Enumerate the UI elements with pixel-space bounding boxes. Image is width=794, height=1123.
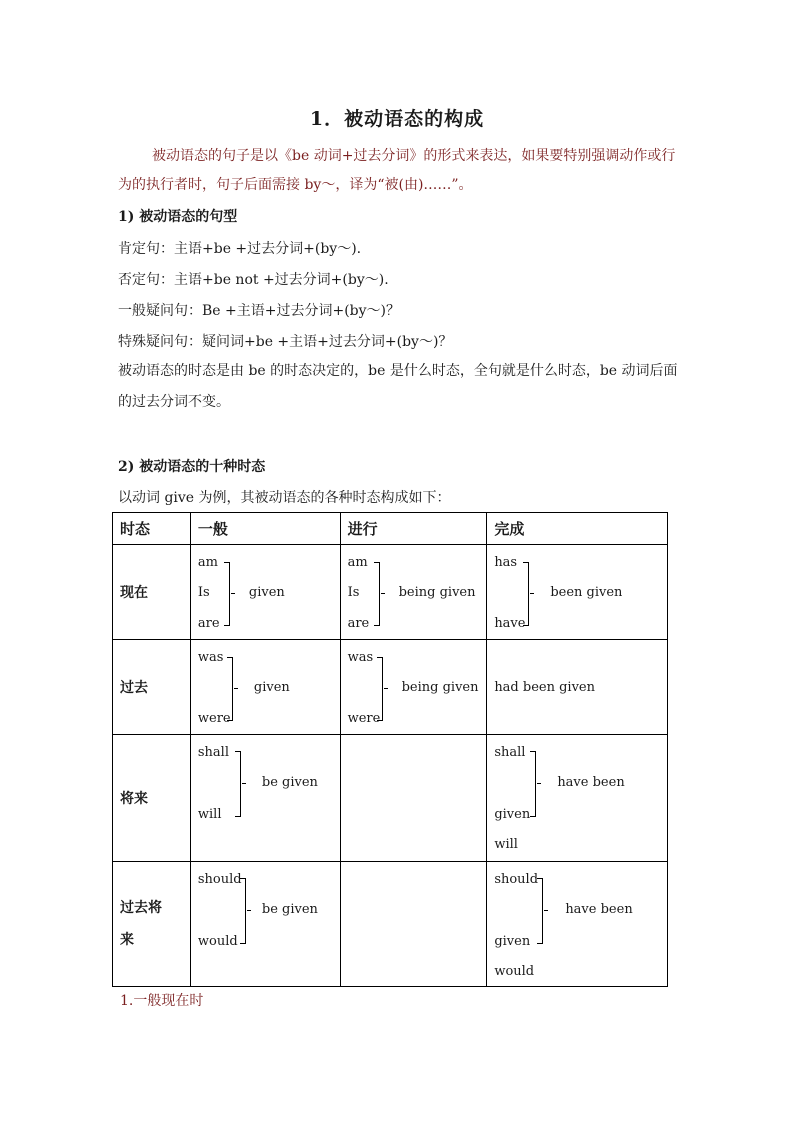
- tail-text: given: [248, 585, 285, 600]
- table-header-row: [113, 513, 668, 545]
- word: was: [197, 650, 224, 665]
- word: were: [197, 711, 231, 726]
- tail-text: be given: [261, 902, 318, 917]
- word: Is: [347, 585, 360, 600]
- row-label-present: 现在: [113, 545, 191, 640]
- header-general: 一般: [190, 513, 340, 545]
- word: given: [494, 807, 531, 822]
- pattern-negative: 否定句：主语+be not +过去分词+(by～).: [118, 272, 389, 288]
- tail-text: had been given: [494, 680, 595, 695]
- tail-text: have been: [565, 902, 633, 917]
- brace-tick: [234, 688, 238, 689]
- brace-bracket: [227, 657, 233, 721]
- brace-tick: [381, 593, 385, 594]
- pattern-yes-no-question: 一般疑问句：Be +主语+过去分词+(by～)？: [118, 303, 401, 319]
- word: given: [494, 934, 531, 949]
- word: would: [197, 934, 238, 949]
- header-progressive: 进行: [340, 513, 487, 545]
- brace-tick: [242, 783, 246, 784]
- present-perfect-cell: [487, 545, 667, 639]
- word: was: [347, 650, 374, 665]
- future-past-perfect-cell: [487, 862, 667, 986]
- brace-tick: [530, 593, 534, 594]
- row-label-line: 来: [120, 932, 134, 948]
- word: Is: [197, 585, 210, 600]
- past-general-cell: [191, 640, 340, 734]
- brace-bracket: [374, 562, 380, 626]
- present-general-cell: [191, 545, 340, 639]
- word: have: [494, 616, 526, 631]
- word: are: [197, 616, 220, 631]
- tail-text: being given: [398, 585, 476, 600]
- brace-tick: [384, 688, 388, 689]
- brace-bracket: [235, 751, 241, 817]
- section-heading-tenses: 2) 被动语态的十种时态: [118, 459, 266, 475]
- brace-bracket: [523, 562, 529, 626]
- brace-bracket: [224, 562, 230, 626]
- word: will: [197, 807, 222, 822]
- tail-text: have been: [557, 775, 625, 790]
- future-progressive-empty: [340, 735, 487, 862]
- word: should: [197, 872, 242, 887]
- future-past-progressive-empty: [340, 862, 487, 987]
- word: are: [347, 616, 370, 631]
- header-tense: 时态: [113, 513, 191, 545]
- past-perfect-cell: [487, 640, 667, 734]
- pattern-affirmative: 肯定句：主语+be +过去分词+(by～).: [118, 241, 362, 257]
- future-perfect-cell: [487, 735, 667, 861]
- row-label-future: 将来: [113, 735, 191, 862]
- brace-tick: [537, 783, 541, 784]
- header-perfect: 完成: [487, 513, 668, 545]
- word: has: [494, 555, 518, 570]
- page-title: 1．被动语态的构成: [309, 108, 485, 130]
- word: were: [347, 711, 381, 726]
- word: shall: [197, 745, 229, 760]
- table-row-past: [113, 640, 668, 735]
- brace-tick: [247, 910, 251, 911]
- footer-heading: 1.一般现在时: [120, 993, 204, 1009]
- table-row-present: [113, 545, 668, 640]
- brace-bracket: [240, 878, 246, 944]
- word: am: [197, 555, 218, 570]
- intro-paragraph: 被动语态的句子是以《be 动词+过去分词》的形式来表达，如果要特别强调动作或行为的执行者时，句子后面需接 by～，译为“被(由)……”。: [118, 148, 676, 193]
- tense-note: 被动语态的时态是由 be 的时态决定的，be 是什么时态，全句就是什么时态，be 动词后面的过去分词不变。: [118, 363, 678, 410]
- future-general-cell: [191, 735, 340, 861]
- word: would: [494, 964, 535, 979]
- pattern-wh-question: 特殊疑问句：疑问词+be +主语+过去分词+(by～)？: [118, 334, 453, 350]
- table-row-future: [113, 735, 668, 862]
- table-row-future-in-past: [113, 862, 668, 987]
- row-label-line: 过去将: [120, 900, 162, 916]
- table-intro: 以动词 give 为例，其被动语态的各种时态构成如下：: [118, 490, 451, 506]
- brace-bracket: [377, 657, 383, 721]
- tail-text: been given: [550, 585, 623, 600]
- brace-bracket: [530, 751, 536, 817]
- row-label-future-in-past: [113, 862, 191, 987]
- brace-tick: [231, 593, 235, 594]
- word: should: [494, 872, 539, 887]
- future-past-general-cell: [191, 862, 340, 986]
- word: am: [347, 555, 368, 570]
- tail-text: being given: [401, 680, 479, 695]
- tail-text: given: [253, 680, 290, 695]
- tail-text: be given: [261, 775, 318, 790]
- word: shall: [494, 745, 526, 760]
- past-progressive-cell: [341, 640, 487, 734]
- present-progressive-cell: [341, 545, 487, 639]
- word: will: [494, 837, 518, 852]
- row-label-past: 过去: [113, 640, 191, 735]
- tense-table: [112, 512, 668, 987]
- brace-bracket: [537, 878, 543, 944]
- section-heading-patterns: 1) 被动语态的句型: [118, 209, 238, 225]
- brace-tick: [544, 910, 548, 911]
